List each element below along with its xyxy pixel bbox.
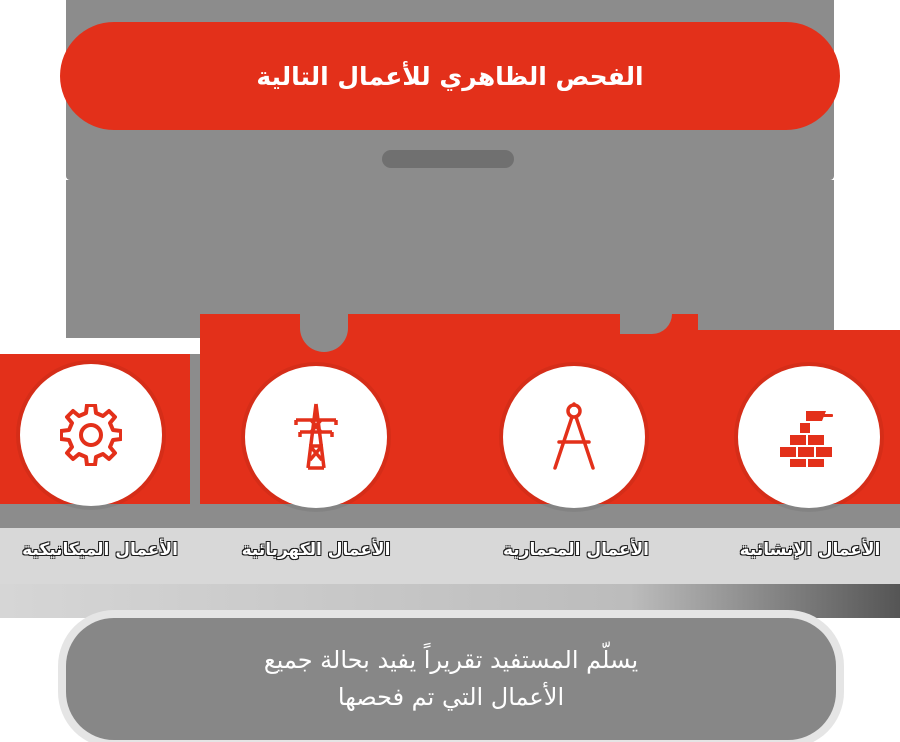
power-tower-icon — [288, 402, 344, 472]
icon-circle-electrical — [245, 366, 387, 508]
gear-icon — [60, 404, 122, 466]
label-electrical: الأعمال الكهربائية — [241, 540, 391, 560]
icon-circle-structural — [738, 366, 880, 508]
footer-message — [66, 618, 836, 740]
label-structural: الأعمال الإنشائية — [739, 540, 881, 560]
icon-circle-architectural — [503, 366, 645, 508]
white-cut-1 — [190, 354, 200, 504]
label-architectural: الأعمال المعمارية — [502, 540, 649, 560]
icon-circle-mechanical — [20, 364, 162, 506]
decorative-dash — [382, 150, 514, 168]
footer-line-2: الأعمال التي تم فحصها — [337, 683, 565, 711]
page-title: الفحص الظاهري للأعمال التالية — [256, 61, 644, 91]
shadow-band — [0, 584, 900, 618]
label-mechanical: الأعمال الميكانيكية — [22, 540, 178, 560]
bricks-trowel-icon — [776, 407, 842, 467]
footer-line-1: يسلّم المستفيد تقريراً يفيد بحالة جميع — [263, 645, 639, 674]
white-cut-2 — [0, 504, 900, 528]
title-pill — [60, 22, 840, 130]
compass-icon — [547, 402, 601, 472]
